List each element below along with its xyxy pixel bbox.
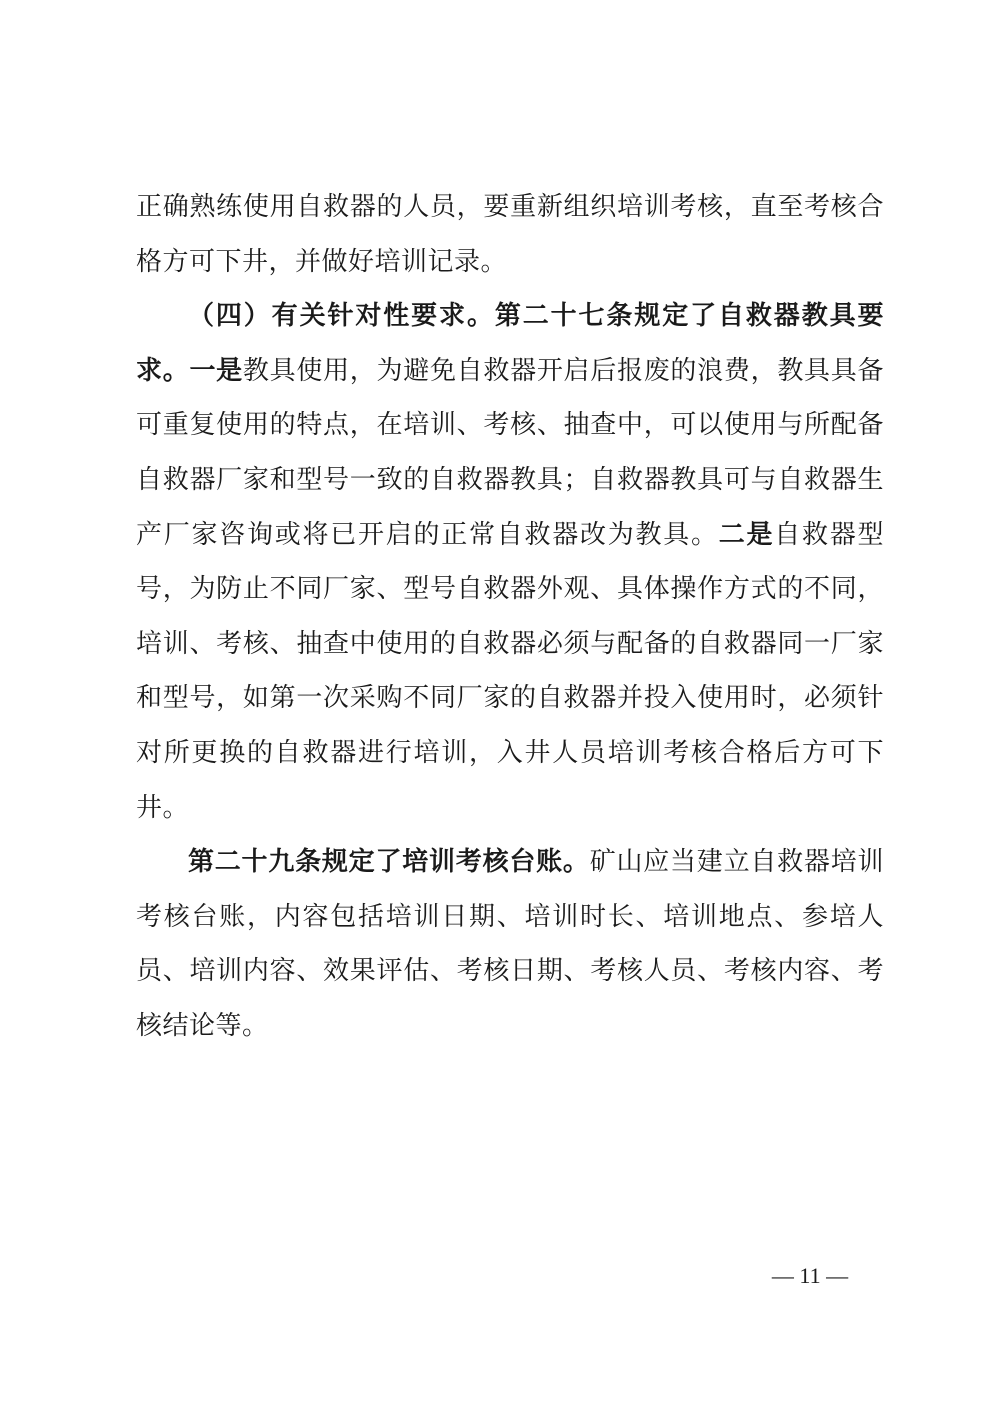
text-segment: 自救器型号，为防止不同厂家、型号自救器外观、具体操作方式的不同，培训、考核、抽查中使用的自救器必须与配备的自救器同一厂家和型号，如第一次采购不同厂家的自救器并投入使用时，必须针对所更换的自救器进行培训，入井人员培训考核合格后方可下井。 [136, 519, 884, 823]
text-segment: 矿山应当建立自救器培训考核台账，内容包括培训日期、培训时长、培训地点、参培人员、培训内容、效果评估、考核日期、考核人员、考核内容、考核结论等。 [136, 847, 884, 1041]
body-text [136, 180, 884, 1054]
text-segment: 正确熟练使用自救器的人员，要重新组织培训考核，直至考核合格方可下井，并做好培训记录。 [136, 192, 884, 277]
heading-segment: （四）有关针对性要求。第二十七条规定了自救器教具要求。 [136, 301, 884, 386]
text-segment: 教具使用，为避免自救器开启后报废的浪费，教具具备可重复使用的特点，在培训、考核、抽查中，可以使用与所配备自救器厂家和型号一致的自救器教具；自救器教具可与自救器生产厂家咨询或将已开启的正常自救器改为教具。 [136, 355, 884, 550]
paragraph-training-ledger [136, 835, 884, 1053]
paragraph-training-aids [136, 289, 884, 835]
paragraph-continuation [136, 180, 884, 289]
heading-segment: 第二十九条规定了培训考核台账。 [188, 847, 590, 878]
page-number: — 11 — [771, 1263, 849, 1288]
point-one-marker: 一是 [189, 355, 243, 386]
point-two-marker: 二是 [718, 519, 775, 550]
